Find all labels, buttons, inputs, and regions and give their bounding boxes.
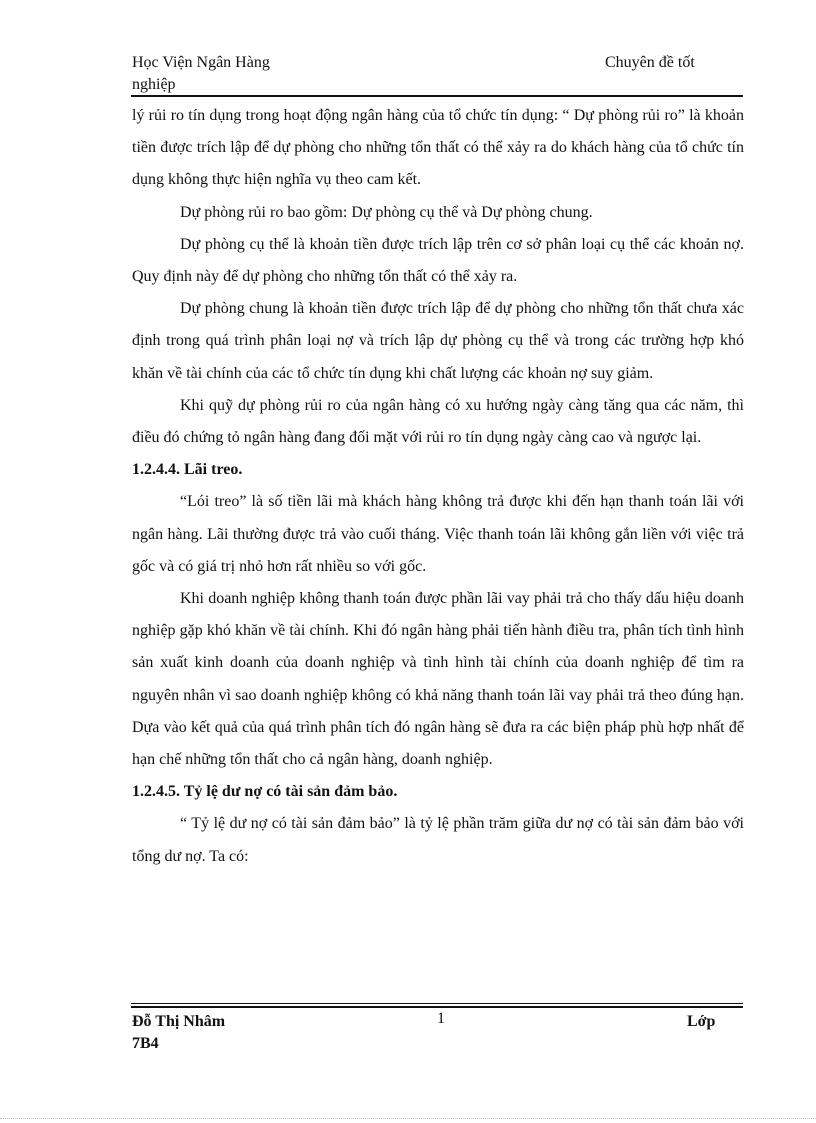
footer-author-block (132, 1011, 225, 1055)
document-body (132, 100, 744, 873)
header-document-type: Chuyên đề tốt (605, 54, 695, 71)
paragraph: Khi doanh nghiệp không thanh toán được phần lãi vay phải trả cho thấy dấu hiệu doanh nghiệp gặp khó khăn về tài chính. Khi đó ngân hàng phải tiến hành điều tra, phân tích tình hình sản xuất kinh doanh của doanh nghiệp và tình hình tài chính của doanh nghiệp để tìm ra nguyên nhân vì sao doanh nghiệp không có khả năng thanh toán lãi vay phải trả theo đúng hạn. Dựa vào kết quả của quá trình phân tích đó ngân hàng sẽ đưa ra các biện pháp phù hợp nhất để hạn chế những tổn thất cho cả ngân hàng, doanh nghiệp. (132, 590, 744, 769)
paragraph: Dự phòng rủi ro bao gồm: Dự phòng cụ thể và Dự phòng chung. (180, 203, 593, 221)
paragraph: “Lói treo” là số tiền lãi mà khách hàng không trả được khi đến hạn thanh toán lãi với ngân hàng. Lãi thường được trả vào cuối tháng. Việc thanh toán lãi không gắn liền với việc trả gốc và có giá trị nhỏ hơn rất nhiều so với gốc. (132, 493, 744, 575)
paragraph: Dự phòng cụ thể là khoản tiền được trích lập trên cơ sở phân loại cụ thể các khoản nợ. Quy định này để dự phòng cho những tổn thất có thể xảy ra. (132, 235, 744, 286)
footer-author: Đỗ Thị Nhâm (132, 1013, 226, 1030)
header-institution (132, 52, 270, 96)
footer-class-code: 7B4 (132, 1035, 159, 1052)
page-number: 1 (437, 1010, 445, 1027)
header-rule (131, 95, 743, 97)
paragraph: “ Tỷ lệ dư nợ có tài sản đảm bảo” là tỷ lệ phần trăm giữa dư nợ có tài sản đảm bảo với tổng dư nợ. Ta có: (132, 815, 744, 865)
footer-class-label: Lớp (687, 1013, 716, 1030)
section-heading-lai-treo: 1.2.4.4. Lãi treo. (132, 461, 243, 479)
footer-rule-thin (131, 1003, 743, 1004)
page-edge-divider (0, 1118, 816, 1119)
header-wrap-text: nghiệp (132, 76, 176, 93)
section-heading-ty-le-du-no: 1.2.4.5. Tỷ lệ dư nợ có tài sản đảm bảo. (132, 783, 398, 801)
paragraph: Khi quỹ dự phòng rủi ro của ngân hàng có xu hướng ngày càng tăng qua các năm, thì điều đó chứng tỏ ngân hàng đang đối mặt với rủi ro tín dụng ngày càng cao và ngược lại. (132, 396, 744, 447)
paragraph-continuation: lý rủi ro tín dụng trong hoạt động ngân hàng của tổ chức tín dụng: “ Dự phòng rủi ro” là khoản tiền được trích lập để dự phòng cho những tổn thất có thể xảy ra do khách hàng của tổ chức tín dụng không thực hiện nghĩa vụ theo cam kết. (132, 107, 744, 189)
header-institution-name: Học Viện Ngân Hàng (132, 54, 270, 71)
paragraph: Dự phòng chung là khoản tiền được trích lập để dự phòng cho những tổn thất chưa xác định trong quá trình phân loại nợ và trích lập dự phòng cụ thể và trong các trường hợp khó khăn về tài chính của các tổ chức tín dụng khi chất lượng các khoản nợ suy giảm. (132, 300, 744, 382)
